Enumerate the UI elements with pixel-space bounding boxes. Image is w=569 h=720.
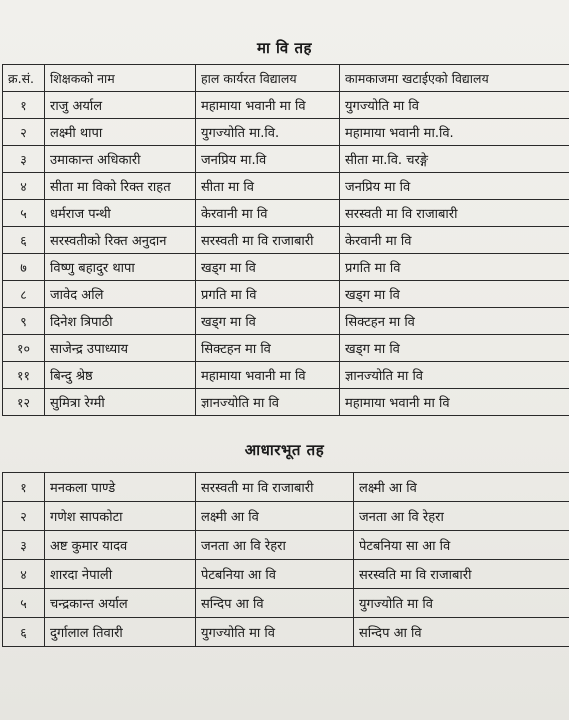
cell-current-school: प्रगति मा वि	[196, 281, 340, 308]
cell-current-school: पेटबनिया आ वि	[196, 560, 354, 589]
cell-serial: ६	[3, 227, 45, 254]
cell-teacher-name: राजु अर्याल	[45, 92, 196, 119]
cell-current-school: महामाया भवानी मा वि	[196, 362, 340, 389]
cell-serial: ४	[3, 173, 45, 200]
cell-current-school: जनता आ वि रेहरा	[196, 531, 354, 560]
cell-current-school: सीता मा वि	[196, 173, 340, 200]
cell-assigned-school: पेटबनिया सा आ वि	[354, 531, 569, 560]
cell-teacher-name: जावेद अलि	[45, 281, 196, 308]
cell-teacher-name: सरस्वतीको रिक्त अनुदान	[45, 227, 196, 254]
table-row	[3, 560, 569, 589]
cell-current-school: खड्ग मा वि	[196, 254, 340, 281]
cell-current-school: सन्दिप आ वि	[196, 589, 354, 618]
cell-assigned-school: महामाया भवानी मा.वि.	[340, 119, 569, 146]
cell-teacher-name: दुर्गालाल तिवारी	[45, 618, 196, 647]
table-row	[3, 254, 569, 281]
header-current-school: हाल कार्यरत विद्यालय	[196, 65, 340, 92]
cell-teacher-name: विष्णु बहादुर थापा	[45, 254, 196, 281]
table-row	[3, 502, 569, 531]
cell-current-school: जनप्रिय मा.वि	[196, 146, 340, 173]
table-row	[3, 531, 569, 560]
cell-assigned-school: खड्ग मा वि	[340, 281, 569, 308]
cell-teacher-name: उमाकान्त अधिकारी	[45, 146, 196, 173]
cell-serial: ७	[3, 254, 45, 281]
cell-assigned-school: सीता मा.वि. चरङ्गे	[340, 146, 569, 173]
cell-assigned-school: प्रगति मा वि	[340, 254, 569, 281]
cell-serial: २	[3, 119, 45, 146]
table-row	[3, 281, 569, 308]
table-row	[3, 589, 569, 618]
cell-teacher-name: गणेश सापकोटा	[45, 502, 196, 531]
table-row	[3, 227, 569, 254]
cell-serial: १०	[3, 335, 45, 362]
cell-current-school: ज्ञानज्योति मा वि	[196, 389, 340, 416]
table-row	[3, 173, 569, 200]
cell-assigned-school: सन्दिप आ वि	[354, 618, 569, 647]
cell-assigned-school: युगज्योति मा वि	[354, 589, 569, 618]
cell-assigned-school: ज्ञानज्योति मा वि	[340, 362, 569, 389]
cell-serial: ८	[3, 281, 45, 308]
cell-assigned-school: महामाया भवानी मा वि	[340, 389, 569, 416]
cell-current-school: महामाया भवानी मा वि	[196, 92, 340, 119]
cell-teacher-name: शारदा नेपाली	[45, 560, 196, 589]
table-row	[3, 473, 569, 502]
cell-serial: ५	[3, 200, 45, 227]
cell-assigned-school: जनता आ वि रेहरा	[354, 502, 569, 531]
cell-current-school: सिक्टहन मा वि	[196, 335, 340, 362]
cell-serial: २	[3, 502, 45, 531]
cell-serial: ११	[3, 362, 45, 389]
cell-teacher-name: दिनेश त्रिपाठी	[45, 308, 196, 335]
cell-serial: १	[3, 92, 45, 119]
cell-serial: ५	[3, 589, 45, 618]
header-serial: क्र.सं.	[3, 65, 45, 92]
cell-teacher-name: धर्मराज पन्थी	[45, 200, 196, 227]
cell-current-school: युगज्योति मा.वि.	[196, 119, 340, 146]
cell-current-school: सरस्वती मा वि राजाबारी	[196, 473, 354, 502]
cell-assigned-school: जनप्रिय मा वि	[340, 173, 569, 200]
section-title-secondary: मा वि तह	[256, 39, 313, 57]
cell-assigned-school: सरस्वती मा वि राजाबारी	[340, 200, 569, 227]
cell-teacher-name: अष्ट कुमार यादव	[45, 531, 196, 560]
table-row	[3, 618, 569, 647]
secondary-teachers-table	[2, 64, 569, 416]
cell-serial: ३	[3, 146, 45, 173]
basic-teachers-table	[2, 472, 569, 647]
cell-teacher-name: लक्ष्मी थापा	[45, 119, 196, 146]
section-title-basic: आधारभूत तह	[244, 441, 325, 459]
cell-current-school: खड्ग मा वि	[196, 308, 340, 335]
cell-serial: ६	[3, 618, 45, 647]
cell-assigned-school: केरवानी मा वि	[340, 227, 569, 254]
table-row	[3, 92, 569, 119]
cell-assigned-school: सरस्वति मा वि राजाबारी	[354, 560, 569, 589]
cell-serial: ४	[3, 560, 45, 589]
table-row	[3, 389, 569, 416]
cell-assigned-school: लक्ष्मी आ वि	[354, 473, 569, 502]
table-row	[3, 119, 569, 146]
cell-teacher-name: साजेन्द्र उपाध्याय	[45, 335, 196, 362]
cell-assigned-school: सिक्टहन मा वि	[340, 308, 569, 335]
table-row	[3, 200, 569, 227]
header-teacher-name: शिक्षकको नाम	[45, 65, 196, 92]
cell-teacher-name: सुमित्रा रेग्मी	[45, 389, 196, 416]
cell-teacher-name: सीता मा विको रिक्त राहत	[45, 173, 196, 200]
cell-teacher-name: बिन्दु श्रेष्ठ	[45, 362, 196, 389]
cell-current-school: केरवानी मा वि	[196, 200, 340, 227]
cell-teacher-name: मनकला पाण्डे	[45, 473, 196, 502]
cell-current-school: युगज्योति मा वि	[196, 618, 354, 647]
table-row	[3, 146, 569, 173]
cell-assigned-school: युगज्योति मा वि	[340, 92, 569, 119]
cell-current-school: सरस्वती मा वि राजाबारी	[196, 227, 340, 254]
table-row	[3, 335, 569, 362]
cell-assigned-school: खड्ग मा वि	[340, 335, 569, 362]
cell-serial: ९	[3, 308, 45, 335]
cell-serial: ३	[3, 531, 45, 560]
cell-serial: १	[3, 473, 45, 502]
cell-serial: १२	[3, 389, 45, 416]
cell-current-school: लक्ष्मी आ वि	[196, 502, 354, 531]
cell-teacher-name: चन्द्रकान्त अर्याल	[45, 589, 196, 618]
table-row	[3, 308, 569, 335]
table-row	[3, 362, 569, 389]
table-header-row	[3, 65, 569, 92]
header-assigned-school: कामकाजमा खटाईएको विद्यालय	[340, 65, 569, 92]
